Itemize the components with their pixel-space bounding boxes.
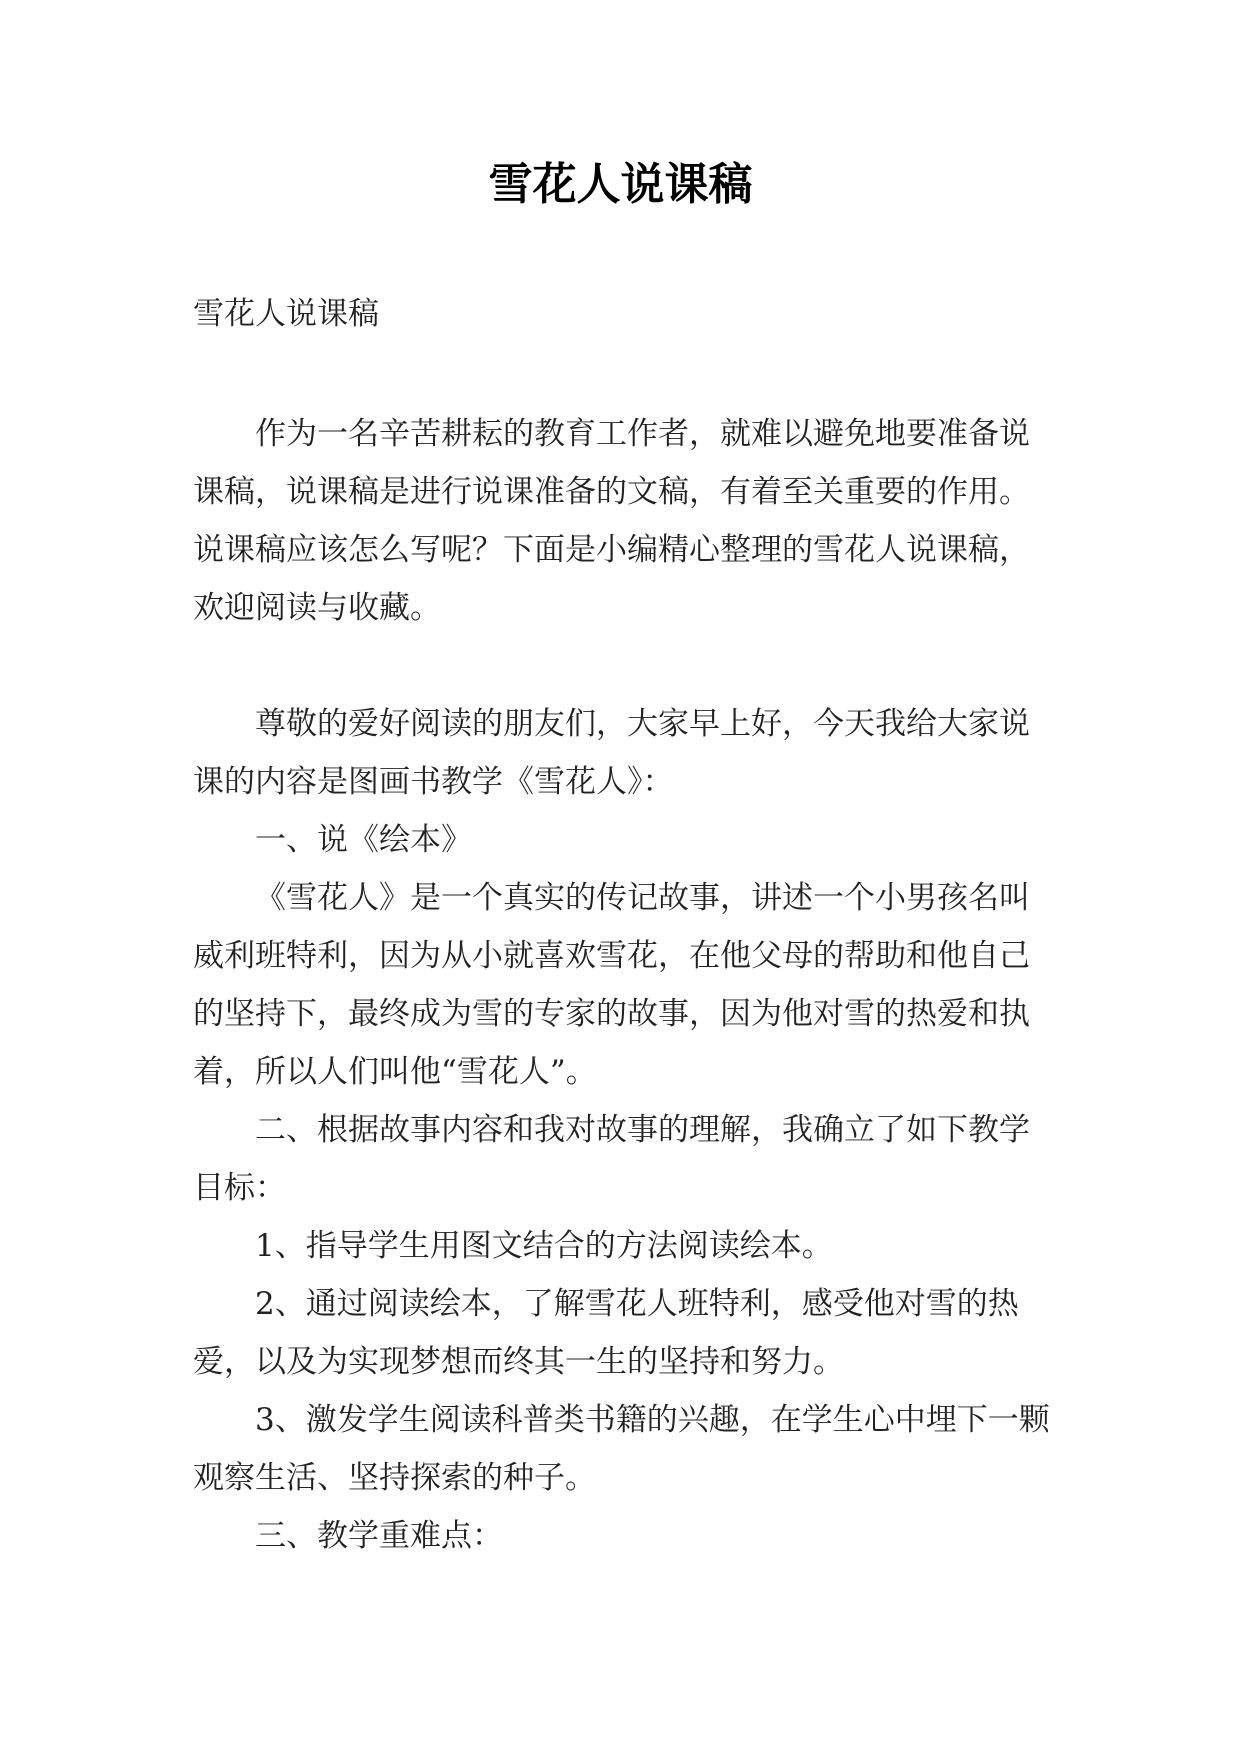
- objective-item-1: 1、指导学生用图文结合的方法阅读绘本。: [255, 1228, 833, 1264]
- document-body: [193, 405, 1053, 1565]
- story-summary-paragraph: 《雪花人》是一个真实的传记故事，讲述一个小男孩名叫威利班特利，因为从小就喜欢雪花，在他父母的帮助和他自己的坚持下，最终成为雪的专家的故事，因为他对雪的热爱和执着，所以人们叫他“雪花人”。: [193, 880, 1030, 1090]
- section-heading-picture-book: 一、说《绘本》: [255, 822, 472, 858]
- document-subtitle: 雪花人说课稿: [193, 296, 379, 332]
- objective-item-3: 3、激发学生阅读科普类书籍的兴趣，在学生心中埋下一颗观察生活、坚持探索的种子。: [193, 1402, 1050, 1496]
- section-heading-key-points: 三、教学重难点：: [255, 1518, 503, 1554]
- section-heading-objectives: 二、根据故事内容和我对故事的理解，我确立了如下教学目标：: [193, 1112, 1030, 1206]
- document-title: 雪花人说课稿: [488, 159, 753, 210]
- objective-item-2: 2、通过阅读绘本，了解雪花人班特利，感受他对雪的热爱，以及为实现梦想而终其一生的坚持和努力。: [193, 1286, 1019, 1380]
- greeting-paragraph: 尊敬的爱好阅读的朋友们，大家早上好，今天我给大家说课的内容是图画书教学《雪花人》：: [193, 706, 1030, 800]
- intro-paragraph: 作为一名辛苦耕耘的教育工作者，就难以避免地要准备说课稿，说课稿是进行说课准备的文稿，有着至关重要的作用。说课稿应该怎么写呢？下面是小编精心整理的雪花人说课稿，欢迎阅读与收藏。: [193, 416, 1030, 626]
